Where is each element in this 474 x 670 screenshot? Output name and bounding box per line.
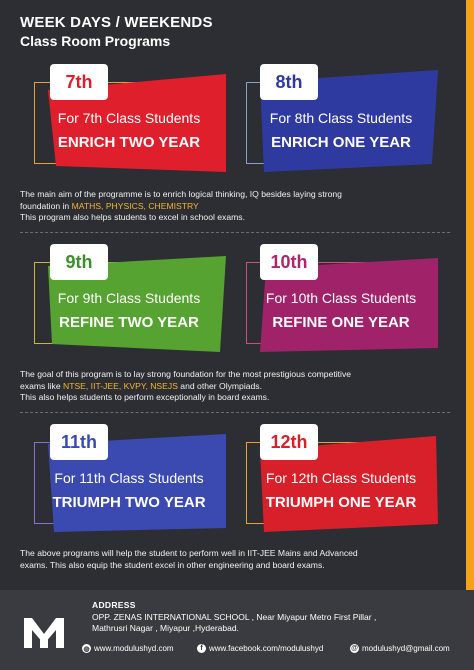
program-card-12th	[246, 424, 436, 534]
paragraph-line: The above programs will help the student to perform well in IIT-JEE Mains and Advanced	[20, 548, 358, 558]
card-line2: REFINE ONE YEAR	[272, 314, 410, 331]
address-title: ADDRESS	[92, 600, 136, 610]
facebook-link[interactable]: f www.facebook.com/modulushyd	[197, 644, 323, 653]
page-subtitle: Class Room Programs	[20, 33, 171, 49]
card-line1: For 8th Class Students	[269, 110, 413, 126]
address-line: Mathrusri Nagar , Miyapur ,Hyderabad.	[92, 623, 239, 633]
program-card-11th	[34, 424, 224, 534]
footer	[0, 590, 474, 670]
exams-highlight: NTSE, IIT-JEE, KVPY, NSEJS	[62, 380, 178, 391]
grade-badge: 12th	[260, 424, 318, 460]
address-block	[92, 600, 376, 635]
paragraph-line: foundation in MATHS, PHYSICS, CHEMISTRY	[20, 200, 199, 211]
program-card-10th	[246, 244, 436, 354]
paragraph-refine	[20, 369, 450, 404]
card-line1: For 11th Class Students	[54, 470, 204, 486]
email-icon: @	[351, 645, 358, 652]
card-line2: ENRICH ONE YEAR	[271, 134, 411, 151]
paragraph-triumph	[20, 548, 450, 571]
card-line1: For 9th Class Students	[57, 290, 201, 306]
grade-badge: 7th	[50, 64, 108, 100]
website-link[interactable]: ◍ www.modulushyd.com	[83, 644, 174, 653]
card-line2: TRIUMPH ONE YEAR	[265, 494, 417, 511]
card-line1: For 12th Class Students	[265, 470, 417, 486]
paragraph-line: exams. This also equip the student excel in other engineering and board exams.	[20, 559, 325, 570]
paragraph-line: exams like NTSE, IIT-JEE, KVPY, NSEJS and other Olympiads.	[20, 380, 262, 391]
card-line2: REFINE TWO YEAR	[59, 314, 199, 331]
subjects-highlight: MATHS, PHYSICS, CHEMISTRY	[71, 200, 199, 211]
divider	[20, 412, 450, 413]
divider	[20, 232, 450, 233]
grade-badge: 10th	[260, 244, 318, 280]
modulus-logo-icon	[22, 616, 66, 650]
card-line1: For 10th Class Students	[265, 290, 417, 306]
page-title: WEEK DAYS / WEEKENDS	[20, 14, 213, 31]
facebook-icon: f	[197, 644, 206, 653]
grade-badge: 11th	[50, 424, 108, 460]
program-card-9th	[34, 244, 224, 354]
paragraph-line: The main aim of the programme is to enrich logical thinking, IQ besides laying strong	[20, 189, 342, 199]
paragraph-line: The goal of this program is to lay strong foundation for the most prestigious competitive	[20, 369, 352, 379]
program-card-7th	[34, 64, 224, 174]
email-link[interactable]: @ modulushyd@gmail.com	[351, 644, 450, 653]
paragraph-line: This also helps students to perform exceptionally in board exams.	[20, 392, 270, 402]
accent-bar	[466, 0, 474, 670]
card-line2: TRIUMPH TWO YEAR	[52, 494, 206, 511]
address-line: OPP. ZENAS INTERNATIONAL SCHOOL , Near Miyapur Metro First Pillar ,	[92, 611, 377, 622]
paragraph-line: This program also helps students to excel in school exams.	[20, 212, 245, 222]
globe-icon: ◍	[83, 645, 90, 653]
grade-badge: 9th	[50, 244, 108, 280]
card-line1: For 7th Class Students	[57, 110, 201, 126]
program-card-8th	[246, 64, 436, 174]
header	[20, 14, 213, 49]
card-line2: ENRICH TWO YEAR	[57, 134, 201, 151]
grade-badge: 8th	[260, 64, 318, 100]
paragraph-enrich	[20, 189, 450, 224]
